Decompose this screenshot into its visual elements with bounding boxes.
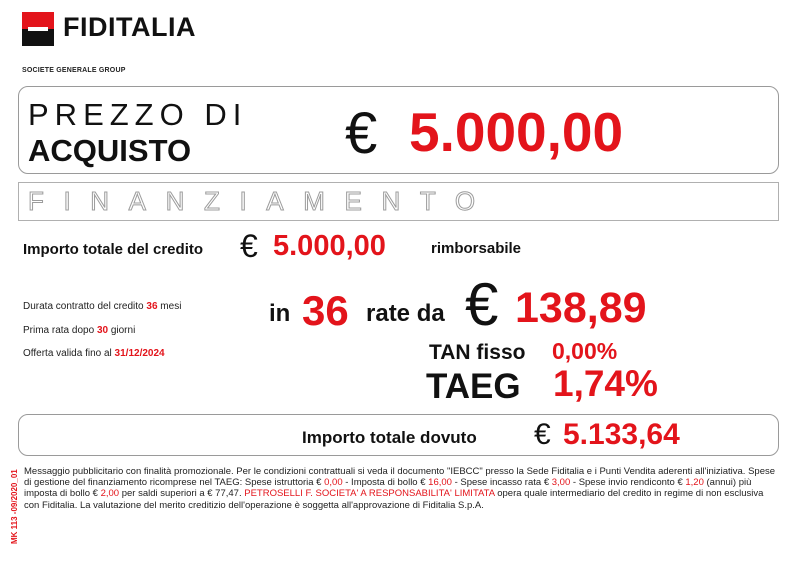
price-label-line2: ACQUISTO: [28, 133, 192, 168]
prima-value: 30: [96, 325, 109, 336]
installments-count: 36: [302, 287, 349, 334]
disclaimer-value: 3,00: [551, 477, 571, 489]
offerta-label: Offerta valida fino al: [23, 348, 115, 359]
credit-value: 5.000,00: [273, 230, 386, 262]
disclaimer-part: Messaggio pubblicitario con finalità promozionale. Per le condizioni contrattuali si veda il documento "IEBCC" presso la Sede Fiditalia e i Punti Vendita aderenti all'iniziativa. Spese di gestione del finanziamento ricomprese nel TAEG: Spese istruttoria €: [24, 466, 776, 489]
disclaimer-value: 2,00: [100, 488, 120, 500]
disclaimer-part: (annui) più imposta di bollo €: [24, 477, 752, 500]
tan-label: TAN fisso: [429, 341, 526, 364]
durata-label: Durata contratto del credito: [23, 301, 147, 312]
installments-prefix: in: [269, 300, 291, 327]
disclaimer-text: [24, 466, 778, 511]
durata-line: [23, 301, 181, 312]
durata-value: 36: [146, 301, 158, 312]
disclaimer-part: opera quale intermediario del credito in regime di non esclusiva con Fiditalia. La valutazione del merito creditizio dell'operazione è soggetta all'approvazione di Fiditalia S.p.A.: [24, 488, 764, 511]
disclaimer-value: 1,20: [685, 477, 704, 489]
prima-unit: giorni: [108, 325, 136, 336]
total-due-label: Importo totale dovuto: [302, 428, 477, 447]
prima-label: Prima rata dopo: [23, 325, 97, 336]
disclaimer-part: - Spese invio rendiconto €: [570, 477, 686, 489]
total-due-value: 5.133,64: [563, 418, 680, 451]
tan-value: 0,00%: [552, 338, 618, 364]
taeg-label: TAEG: [426, 367, 521, 406]
credit-label: Importo totale del credito: [23, 241, 204, 258]
brand-name: FIDITALIA: [63, 12, 196, 42]
total-due-currency: €: [534, 418, 551, 451]
disclaimer-part: - Spese incasso rata €: [451, 477, 552, 489]
price-currency: €: [345, 101, 378, 166]
installments-middle: rate da: [366, 300, 445, 327]
disclaimer-value: 0,00: [324, 477, 343, 489]
document-code: MK 113 -09/2020_01: [10, 469, 19, 544]
disclaimer-part: - Imposta di bollo €: [342, 477, 429, 489]
price-value: 5.000,00: [409, 101, 624, 163]
installments-currency: €: [465, 271, 499, 338]
installments-amount: 138,89: [515, 284, 647, 332]
financing-word: FINANZIAMENTO: [28, 186, 495, 216]
offerta-line: [23, 348, 165, 359]
credit-currency: €: [240, 228, 258, 264]
disclaimer-value: 16,00: [428, 477, 452, 489]
disclaimer-dealer: PETROSELLI F. SOCIETA' A RESPONSABILITA' LIMITATA: [244, 488, 495, 500]
price-label-line1: PREZZO DI: [28, 97, 248, 132]
credit-suffix: rimborsabile: [431, 240, 522, 257]
disclaimer-part: per saldi superiori a € 77,47.: [119, 488, 245, 500]
prima-rata-line: [23, 325, 135, 336]
brand-logo-mark: [22, 12, 54, 46]
durata-unit: mesi: [157, 301, 182, 312]
offerta-value: 31/12/2024: [114, 348, 165, 359]
brand-group: SOCIETE GENERALE GROUP: [22, 67, 126, 74]
taeg-value: 1,74%: [553, 363, 658, 404]
